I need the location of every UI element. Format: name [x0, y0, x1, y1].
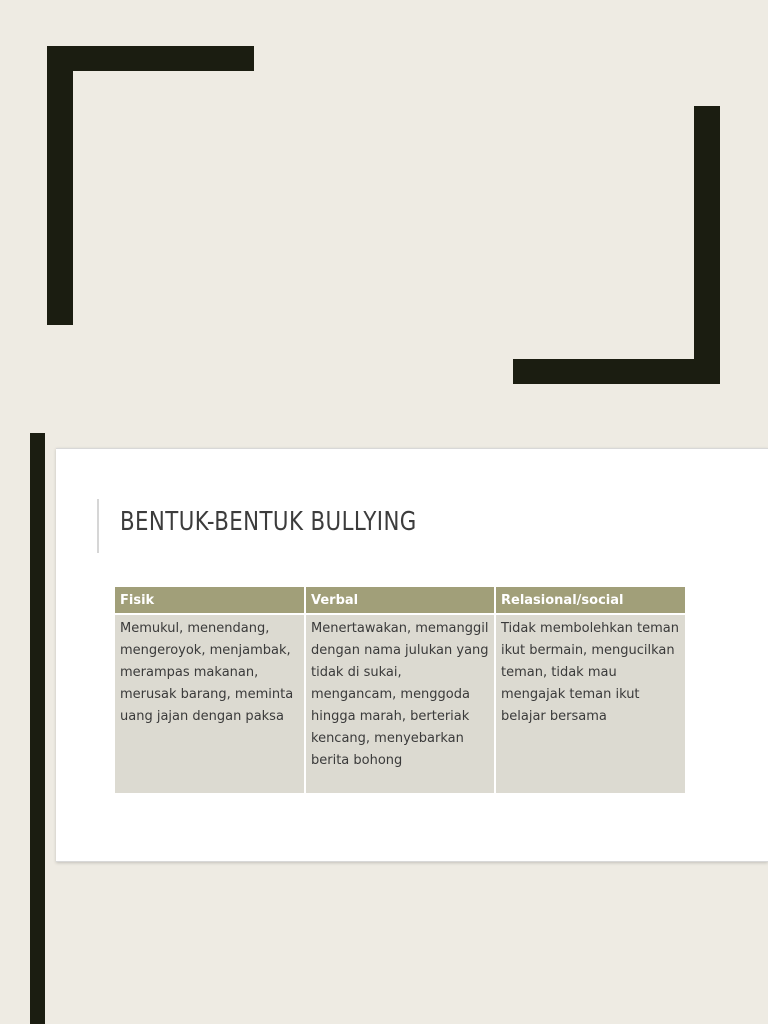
table-row	[115, 614, 685, 793]
slide-card	[56, 448, 768, 862]
top-left-bracket-vertical	[47, 46, 73, 325]
header-fisik: Fisik	[115, 587, 305, 614]
slide-title: BENTUK-BENTUK BULLYING	[120, 507, 417, 537]
left-accent-bar	[30, 433, 45, 1024]
cell-fisik: Memukul, menendang, mengeroyok, menjambak, merampas makanan, merusak barang, meminta uang jajan dengan paksa	[115, 614, 305, 793]
bottom-right-bracket-horizontal	[513, 359, 720, 384]
table-header-row	[115, 587, 685, 614]
header-relasional: Relasional/social	[495, 587, 685, 614]
cell-verbal: Menertawakan, memanggil dengan nama julukan yang tidak di sukai, mengancam, menggoda hingga marah, berteriak kencang, menyebarkan berita bohong	[305, 614, 495, 793]
bottom-right-bracket-vertical	[694, 106, 720, 384]
title-rule	[97, 499, 99, 553]
top-left-bracket-horizontal	[47, 46, 254, 71]
header-verbal: Verbal	[305, 587, 495, 614]
cell-relasional: Tidak membolehkan teman ikut bermain, mengucilkan teman, tidak mau mengajak teman ikut belajar bersama	[495, 614, 685, 793]
bullying-types-table	[115, 587, 685, 793]
